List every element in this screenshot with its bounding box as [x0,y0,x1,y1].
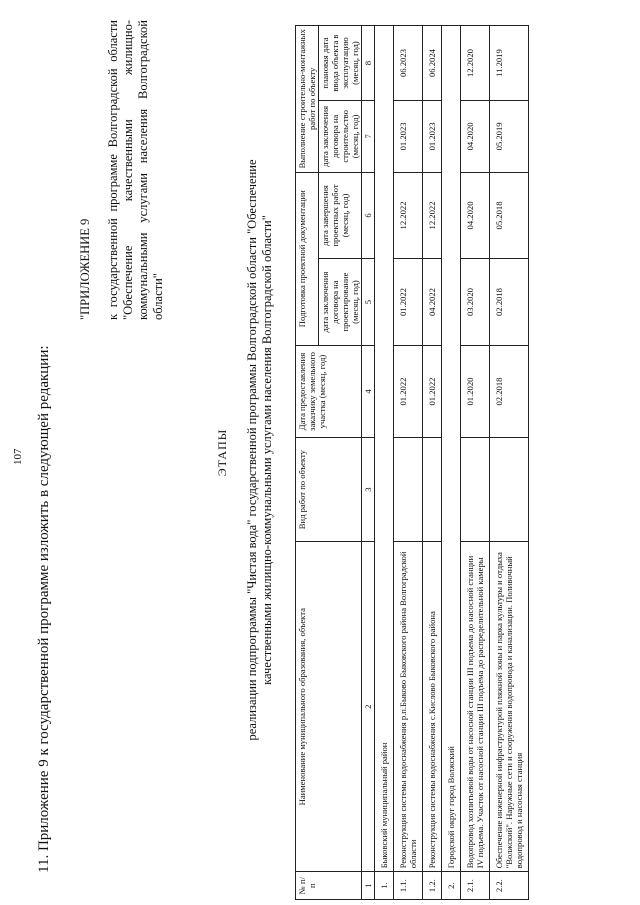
row-num: 2. [442,872,461,900]
section-name: Быковский муниципальный район [375,26,394,872]
row-num: 2.2. [490,872,529,900]
build-start-date: 04.2020 [461,101,490,173]
header-design-start: дата заключения договора на проектирование (месяц, год) [319,259,362,346]
work-type [490,438,529,542]
header-name: Наименование муниципального образования, объекта [296,542,362,872]
table-row [394,26,423,900]
land-date: 01.2022 [394,345,423,437]
col-number: 3 [362,438,375,542]
col-number: 8 [362,26,375,101]
stages-table [295,25,529,900]
document-title: ЭТАПЫ [215,428,229,477]
design-end-date: 12.2022 [423,172,442,259]
table-row [490,26,529,900]
land-date: 01.2022 [423,345,442,437]
col-number: 2 [362,542,375,872]
build-start-date: 01.2023 [423,101,442,173]
header-num: № п/п [296,872,362,900]
appendix-body: к государственной программе Волгоградской области "Обеспечение качественными жилищно-коммунальными услугами населения Волгоградской области" [106,20,165,320]
row-num: 2.1. [461,872,490,900]
table-section-row [442,26,461,900]
build-end-date: 06.2023 [394,26,423,101]
section-name: Городской округ город Волжский [442,26,461,872]
build-start-date: 05.2019 [490,101,529,173]
table-row [461,26,490,900]
col-number: 6 [362,172,375,259]
row-num: 1.1. [394,872,423,900]
row-num: 1. [375,872,394,900]
row-num: 1.2. [423,872,442,900]
build-end-date: 11.2019 [490,26,529,101]
header-design-end: дата завершения проектных работ (месяц, год) [319,172,362,259]
table-section-row [375,26,394,900]
col-number: 1 [362,872,375,900]
col-number: 7 [362,101,375,173]
design-end-date: 04.2020 [461,172,490,259]
header-design-group: Подготовка проектной документации [296,172,319,345]
header-work: Вид работ по объекту [296,438,362,542]
header-build-group: Выполнение строительно-монтажных работ по объекту [296,26,319,173]
header-land: Дата предоставления заказчику земельного участка (месяц, год) [296,345,362,437]
page-number: 107 [12,448,24,465]
object-name: Реконструкция системы водоснабжения р.п.Быково Быковского района Волгоградской области [394,542,423,872]
col-number: 4 [362,345,375,437]
table-row [423,26,442,900]
land-date: 02.2018 [490,345,529,437]
build-start-date: 01.2023 [394,101,423,173]
work-type [394,438,423,542]
intro-text: 11. Приложение 9 к государственной программе изложить в следующей редакции: [36,345,52,873]
design-start-date: 01.2022 [394,259,423,346]
work-type [423,438,442,542]
design-start-date: 03.2020 [461,259,490,346]
appendix-title: "ПРИЛОЖЕНИЕ 9 [78,218,92,320]
object-name: Обеспечение инженерной инфраструктурой пляжной зоны и парка культуры и отдыха "Волжский". Наружные сети и сооружения водопровода и канализации. Поливочный водопровод и насосная станция [490,542,529,872]
object-name: Реконструкция системы водоснабжения с.Кислово Быковского района [423,542,442,872]
design-end-date: 12.2022 [394,172,423,259]
design-start-date: 04.2022 [423,259,442,346]
header-build-end: плановая дата ввода объекта в эксплуатацию (месяц, год) [319,26,362,101]
build-end-date: 12.2020 [461,26,490,101]
build-end-date: 06.2024 [423,26,442,101]
header-build-start: дата заключения договора на строительство (месяц, год) [319,101,362,173]
design-end-date: 05.2018 [490,172,529,259]
land-date: 01.2020 [461,345,490,437]
col-number: 5 [362,259,375,346]
object-name: Водопровод хозпитьевой воды от насосной станции III подъема до насосной станции IV подъема. Участок от насосной станции III подъема до распределительной камеры [461,542,490,872]
document-subtitle: реализации подпрограммы "Чистая вода" государственной программы Волгоградской области "Обеспечение качественными жилищно-коммунальными услугами населения Волгоградской области" [245,159,274,741]
work-type [461,438,490,542]
design-start-date: 02.2018 [490,259,529,346]
